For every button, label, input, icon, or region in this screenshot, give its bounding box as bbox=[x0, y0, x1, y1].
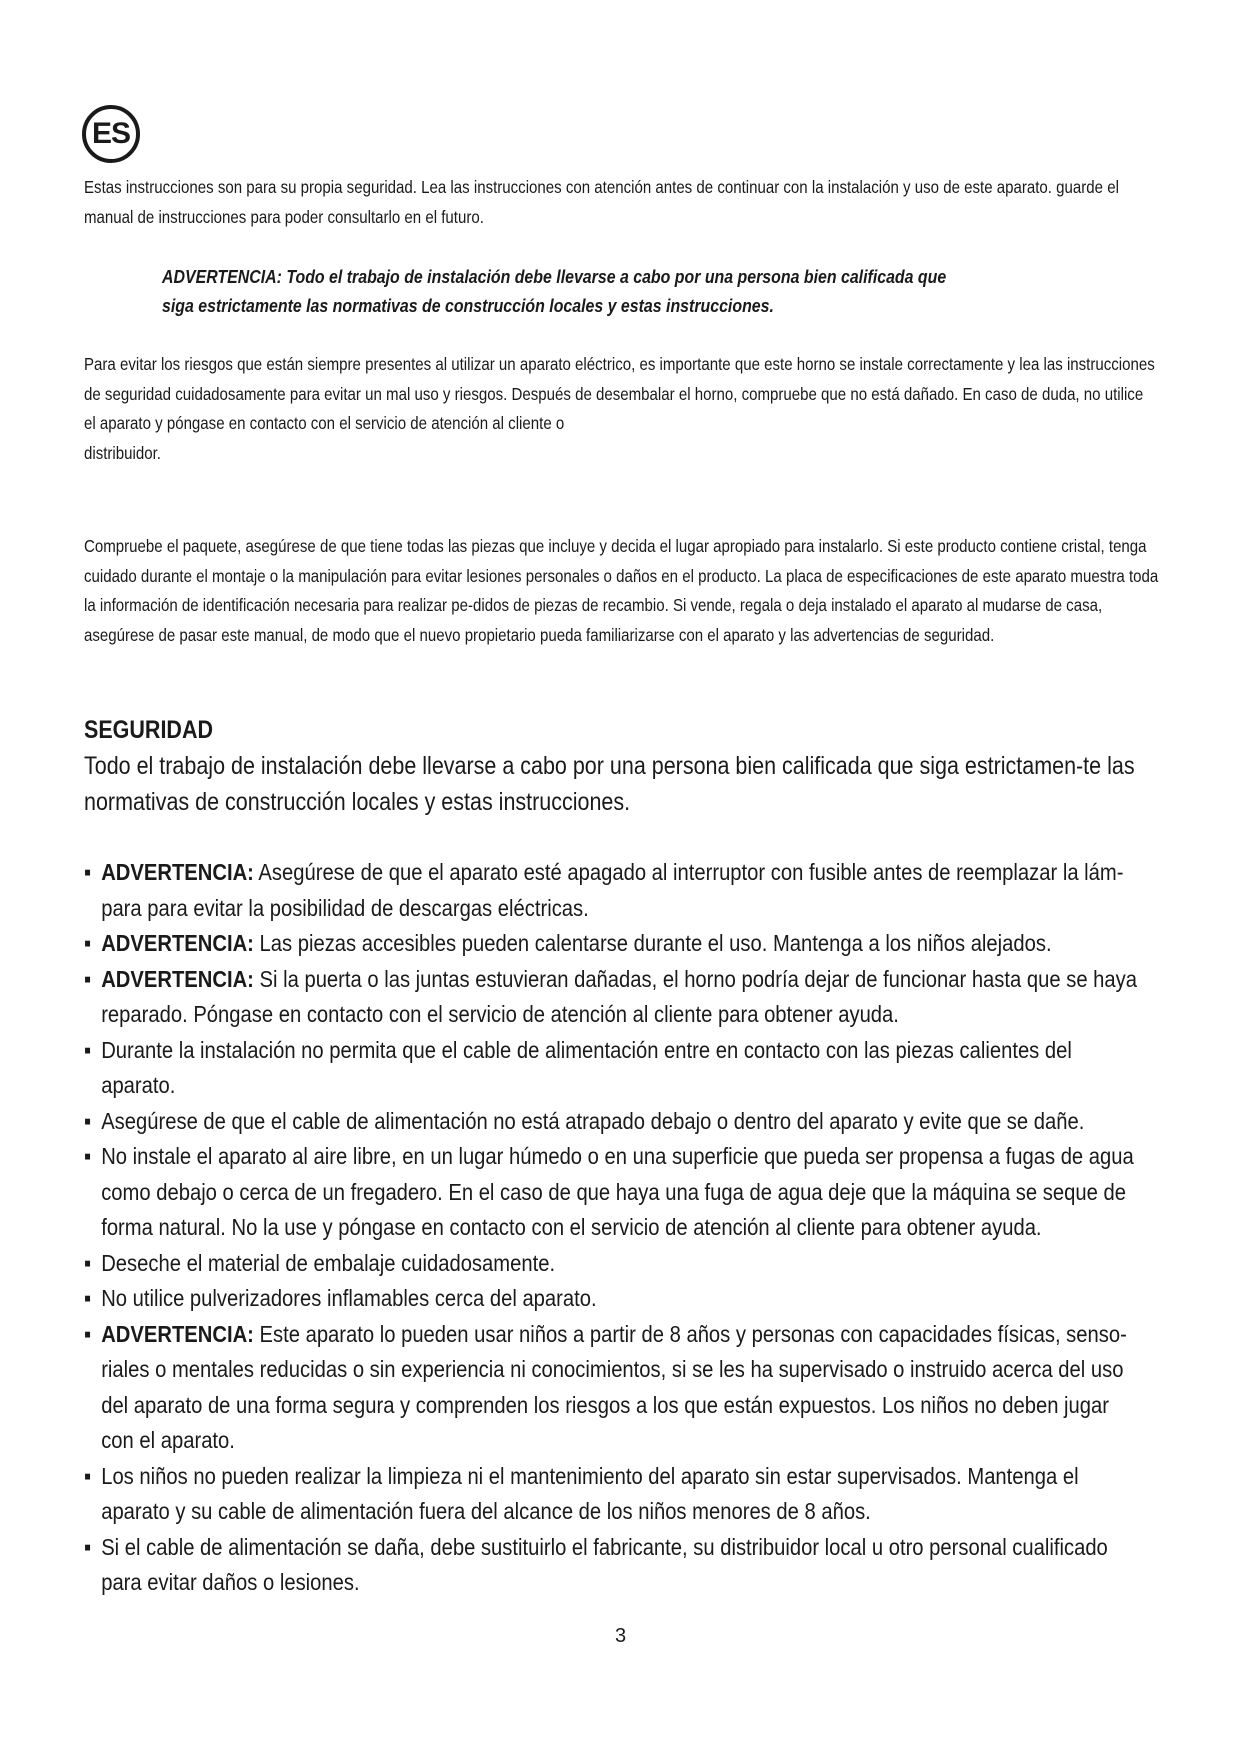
safety-bullet-item bbox=[84, 1281, 1146, 1317]
bullet-marker: ▪ bbox=[84, 1143, 92, 1169]
bullet-lead: ADVERTENCIA: bbox=[101, 859, 254, 885]
package-paragraph: Compruebe el paquete, asegúrese de que tiene todas las piezas que incluye y decida el lugar apropiado para instalarlo. Si este producto contiene cristal, tenga cuidado durante el montaje o la manipulación para evitar lesiones personales o daños en el producto. La placa de especificaciones de este aparato muestra toda la información de identificación necesaria para realizar pe-didos de piezas de recambio. Si vende, regala o deja instalado el aparato al mudarse de casa, asegúrese de pasar este manual, de modo que el nuevo propietario pueda familiarizarse con el aparato y las advertencias de seguridad. bbox=[84, 536, 1159, 645]
safety-bullet-item bbox=[84, 1246, 1146, 1282]
language-badge-es: ES bbox=[82, 105, 140, 163]
safety-bullet-item bbox=[84, 1104, 1146, 1140]
risk-paragraph-main: Para evitar los riesgos que están siempre presentes al utilizar un aparato eléctrico, es importante que este horno se instale correctamente y lea las instrucciones de seguridad cuidadosamente para evitar un mal uso y riesgos. Después de desembalar el horno, compruebe que no está dañado. En caso de duda, no utilice el aparato y póngase en contacto con el servicio de atención al cliente o bbox=[84, 354, 1155, 433]
bullet-text: Este aparato lo pueden usar niños a partir de 8 años y personas con capacidades físicas, senso-riales o mentales reducidas o sin experiencia ni conocimientos, si se les ha supervisado o instruido acerca del uso del aparato de una forma segura y comprenden los riesgos a los que están expuestos. Los niños no deben jugar con el aparato. bbox=[101, 1320, 1127, 1453]
bullet-lead: ADVERTENCIA: bbox=[101, 930, 254, 956]
bullet-marker: ▪ bbox=[84, 1533, 92, 1560]
risk-paragraph bbox=[84, 350, 1159, 468]
bullet-marker: ▪ bbox=[84, 1285, 92, 1311]
bullet-text: Asegúrese de que el cable de alimentación no está atrapado debajo o dentro del aparato y evite que se dañe. bbox=[101, 1107, 1085, 1134]
safety-bullet-item bbox=[84, 1530, 1146, 1601]
warning-line-1: ADVERTENCIA: Todo el trabajo de instalación debe llevarse a cabo por una persona bien calificada que bbox=[162, 266, 947, 287]
safety-bullet-item bbox=[84, 1459, 1146, 1530]
bullet-text: Si la puerta o las juntas estuvieran dañadas, el horno podría dejar de funcionar hasta que se haya reparado. Póngase en contacto con el servicio de atención al cliente para obtener ayuda. bbox=[101, 965, 1138, 1027]
bullet-marker: ▪ bbox=[84, 1320, 92, 1347]
warning-line-2: siga estrictamente las normativas de construcción locales y estas instrucciones. bbox=[162, 295, 774, 316]
safety-bullet-item bbox=[84, 1317, 1146, 1459]
safety-bullet-item bbox=[84, 926, 1146, 962]
bullet-text: No utilice pulverizadores inflamables cerca del aparato. bbox=[101, 1285, 597, 1311]
bullet-marker: ▪ bbox=[84, 930, 92, 956]
intro-paragraph: Estas instrucciones son para su propia seguridad. Lea las instrucciones con atención antes de continuar con la instalación y uso de este aparato. guarde el manual de instrucciones para poder consultarlo en el futuro. bbox=[84, 177, 1119, 227]
page-number: 3 bbox=[614, 1625, 627, 1647]
bullet-text: No instale el aparato al aire libre, en un lugar húmedo o en una superficie que pueda ser propensa a fugas de agua como debajo o cerca de un fregadero. En el caso de que haya una fuga de agua deje que la máquina se seque de forma natural. No la use y póngase en contacto con el servicio de atención al cliente para obtener ayuda. bbox=[101, 1143, 1134, 1240]
section-title: SEGURIDAD bbox=[84, 716, 214, 744]
safety-bullet-list bbox=[84, 855, 1146, 1601]
risk-paragraph-tail: distribuidor. bbox=[84, 442, 161, 463]
bullet-text: Deseche el material de embalaje cuidadosamente. bbox=[101, 1249, 556, 1276]
bullet-lead: ADVERTENCIA: bbox=[101, 965, 254, 992]
bullet-text: Si el cable de alimentación se daña, debe sustituirlo el fabricante, su distribuidor local u otro personal cualificado para evitar daños o lesiones. bbox=[101, 1533, 1108, 1595]
bullet-text: Durante la instalación no permita que el cable de alimentación entre en contacto con las piezas calientes del aparato. bbox=[101, 1036, 1072, 1098]
bullet-marker: ▪ bbox=[84, 1107, 92, 1134]
bullet-marker: ▪ bbox=[84, 1036, 92, 1063]
safety-bullet-item bbox=[84, 855, 1146, 926]
bullet-text: Los niños no pueden realizar la limpieza ni el mantenimiento del aparato sin estar supervisados. Mantenga el aparato y su cable de alimentación fuera del alcance de los niños menores de 8 años. bbox=[101, 1462, 1079, 1524]
section-intro: Todo el trabajo de instalación debe llevarse a cabo por una persona bien calificada que siga estrictamen-te las normativas de construcción locales y estas instrucciones. bbox=[84, 752, 1135, 816]
safety-bullet-item bbox=[84, 1139, 1146, 1246]
bullet-marker: ▪ bbox=[84, 965, 92, 992]
bullet-marker: ▪ bbox=[84, 1249, 92, 1276]
bullet-marker: ▪ bbox=[84, 859, 92, 885]
installation-warning bbox=[162, 262, 1091, 320]
safety-bullet-item bbox=[84, 1033, 1146, 1104]
bullet-text: Asegúrese de que el aparato esté apagado al interruptor con fusible antes de reemplazar la lám-para para evitar la posibilidad de descargas eléctricas. bbox=[101, 859, 1124, 921]
bullet-text: Las piezas accesibles pueden calentarse durante el uso. Mantenga a los niños alejados. bbox=[253, 930, 1052, 956]
bullet-lead: ADVERTENCIA: bbox=[101, 1320, 254, 1347]
safety-bullet-item bbox=[84, 962, 1146, 1033]
bullet-marker: ▪ bbox=[84, 1462, 92, 1489]
